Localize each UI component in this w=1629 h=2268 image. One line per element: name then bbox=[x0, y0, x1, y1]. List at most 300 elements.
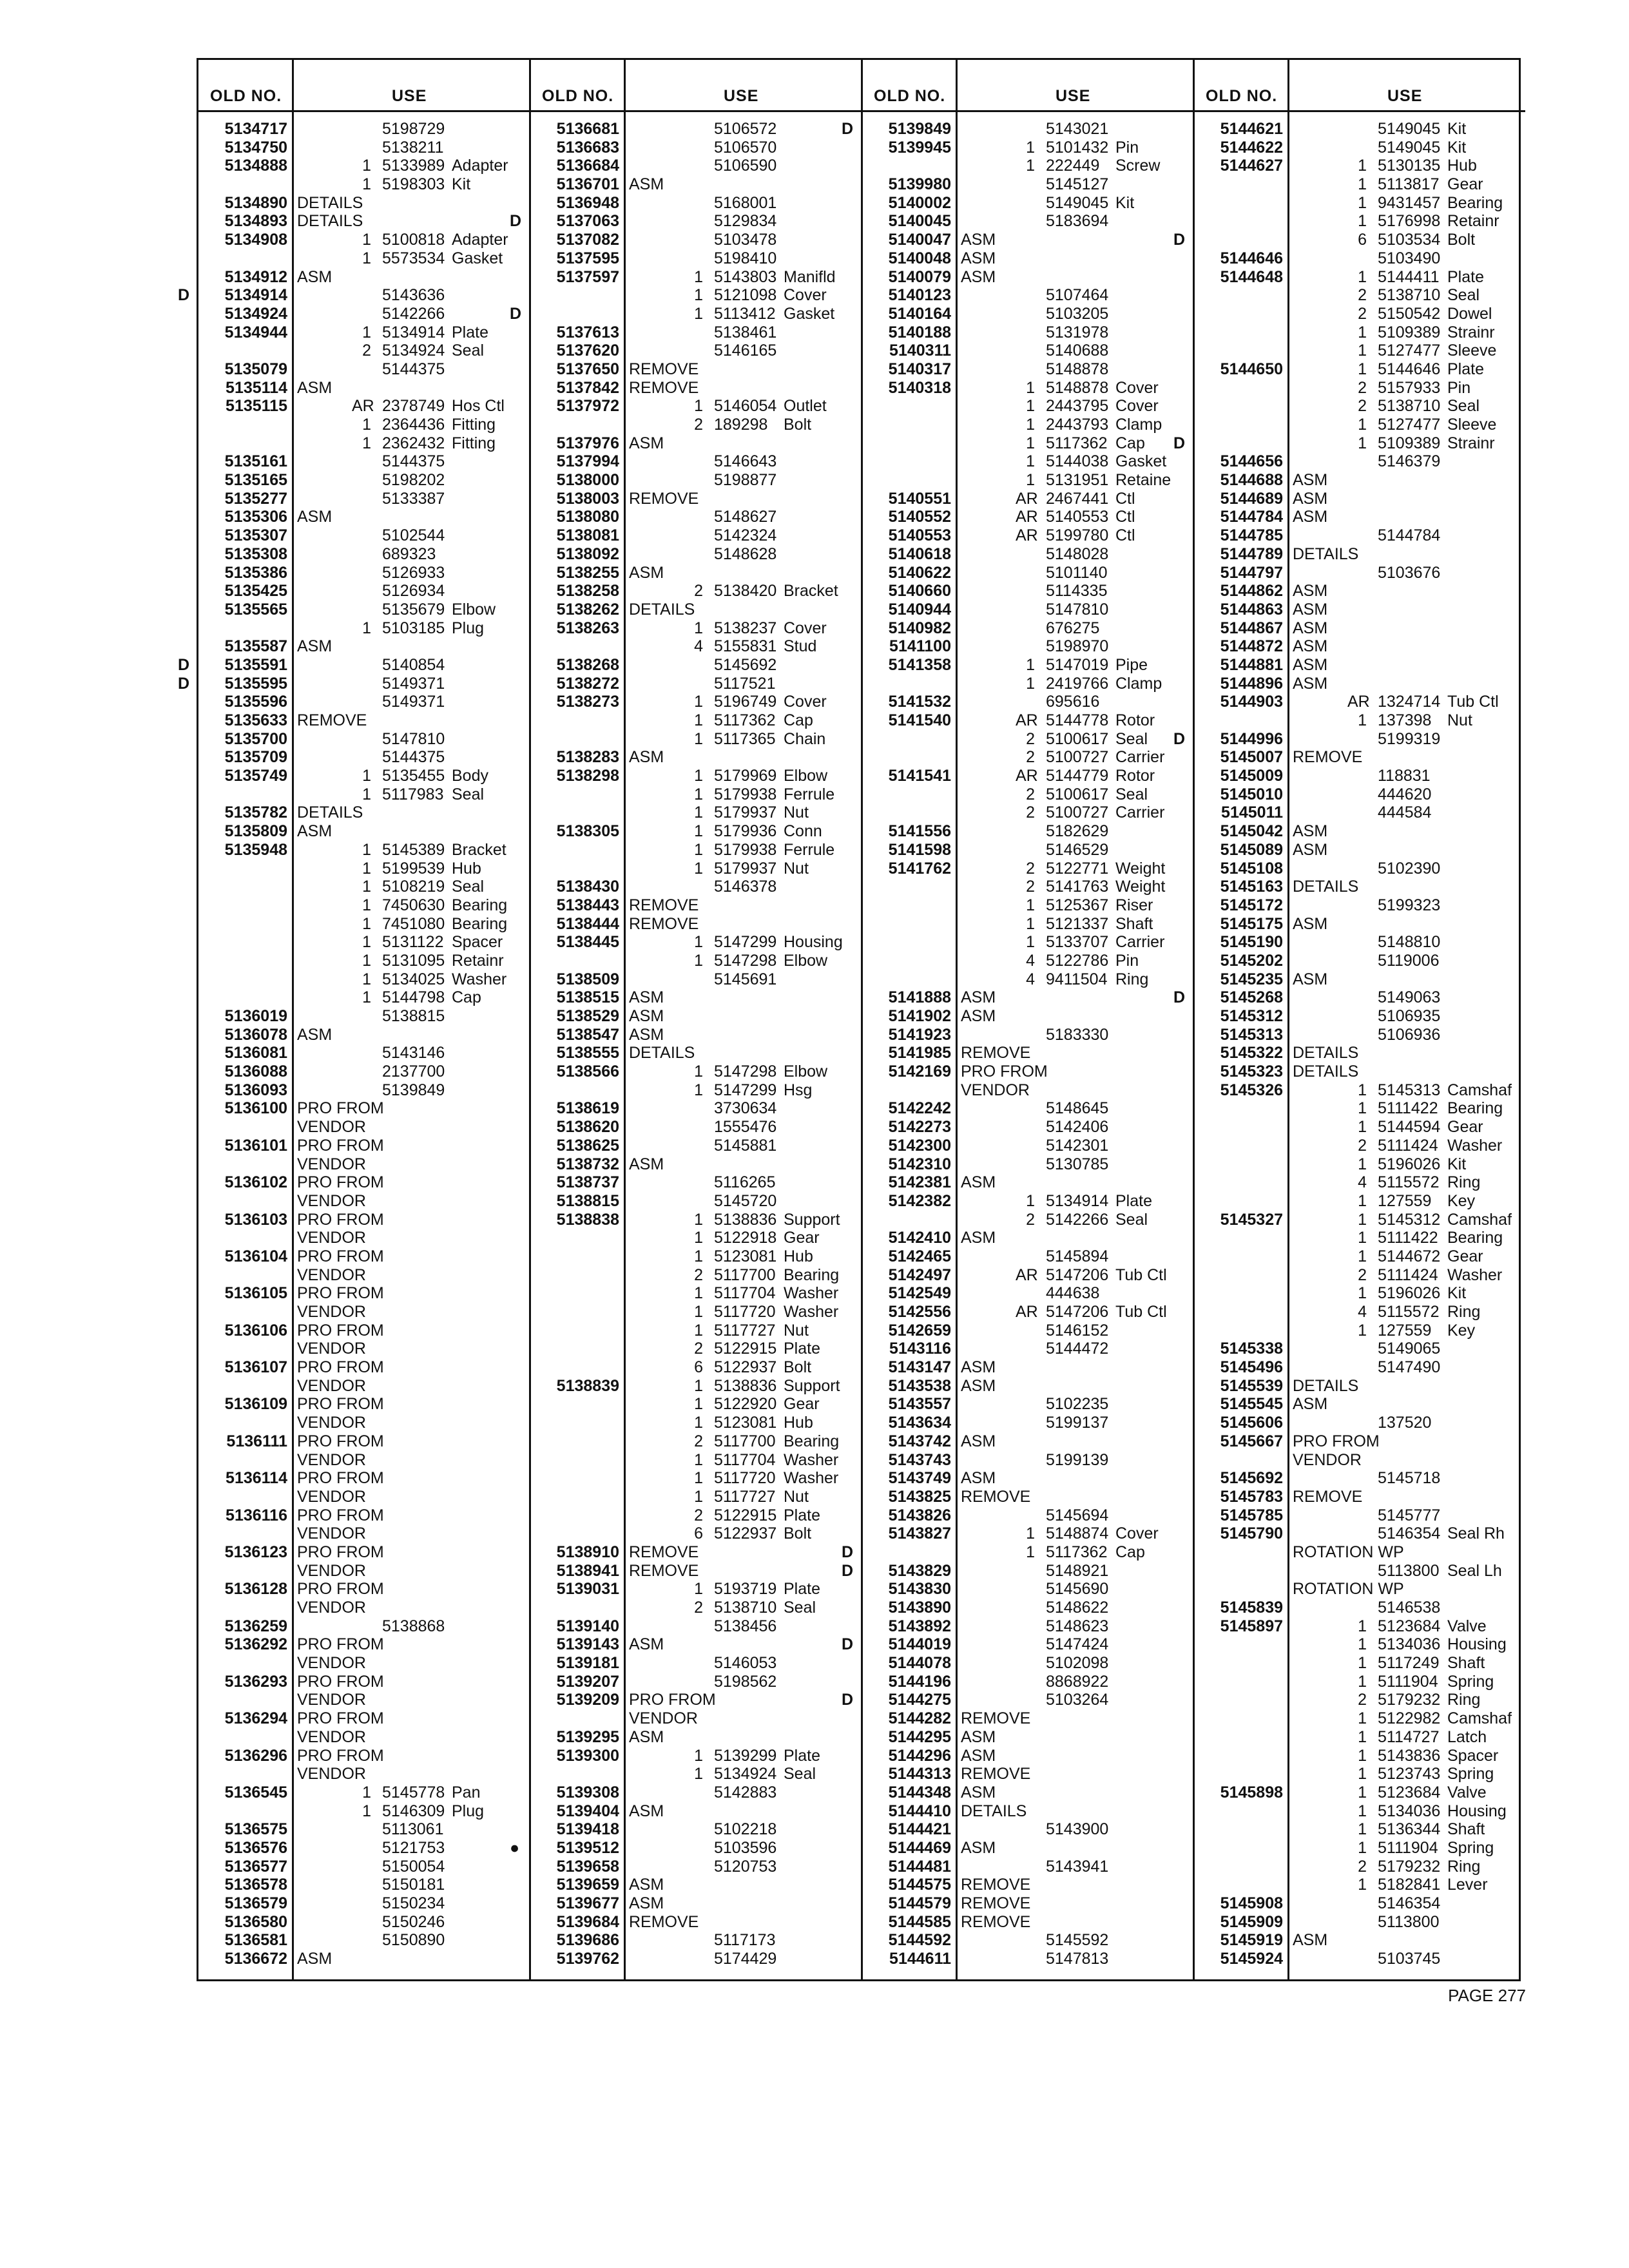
table-row bbox=[1194, 582, 1525, 601]
quantity: 1 bbox=[362, 951, 371, 970]
table-row bbox=[1194, 341, 1525, 360]
old-number: 5139684 bbox=[556, 1912, 619, 1931]
table-row bbox=[1194, 1007, 1525, 1026]
status-text: ASM bbox=[629, 1007, 664, 1025]
table-row bbox=[530, 1414, 862, 1432]
quantity: 2 bbox=[1358, 397, 1367, 416]
old-number: 5140164 bbox=[888, 304, 951, 323]
old-number: 5134914 bbox=[224, 286, 287, 305]
table-row bbox=[1194, 1340, 1525, 1358]
description: Pipe bbox=[1115, 655, 1148, 674]
old-number: 5134912 bbox=[224, 267, 287, 286]
page-number: PAGE 277 bbox=[1448, 1986, 1526, 2005]
quantity: AR bbox=[1016, 1303, 1038, 1321]
status-text: ASM bbox=[297, 508, 333, 526]
use-number: 5100727 bbox=[1046, 748, 1109, 767]
table-row bbox=[530, 1894, 862, 1913]
description: Ring bbox=[1447, 1303, 1481, 1321]
old-number: 5136105 bbox=[224, 1284, 287, 1303]
table-row bbox=[1194, 1747, 1525, 1765]
table-row bbox=[530, 1913, 862, 1932]
table-row bbox=[530, 915, 862, 934]
table-row bbox=[198, 637, 530, 656]
table-row bbox=[1194, 1765, 1525, 1783]
table-row bbox=[198, 896, 530, 915]
table-row bbox=[862, 564, 1193, 582]
old-number: 5137994 bbox=[556, 452, 619, 471]
quantity: 1 bbox=[694, 1247, 703, 1265]
table-row bbox=[1194, 1617, 1525, 1636]
description: Gear bbox=[784, 1395, 820, 1414]
status-text: VENDOR bbox=[297, 1118, 366, 1137]
old-number: 5145667 bbox=[1220, 1432, 1283, 1450]
quantity: 2 bbox=[1358, 304, 1367, 323]
table-row bbox=[198, 1894, 530, 1913]
old-number: 5138737 bbox=[556, 1173, 619, 1192]
quantity: AR bbox=[1016, 1265, 1038, 1284]
description: Spacer bbox=[452, 933, 503, 952]
table-row bbox=[862, 397, 1193, 416]
old-number: 5145785 bbox=[1220, 1506, 1283, 1524]
use-number: 5138710 bbox=[1378, 397, 1441, 416]
description: Cap bbox=[452, 988, 481, 1007]
old-number: 5144688 bbox=[1220, 471, 1283, 490]
old-number: 5135709 bbox=[224, 748, 287, 767]
table-row bbox=[530, 434, 862, 453]
quantity: 6 bbox=[694, 1524, 703, 1543]
status-text: ASM bbox=[297, 637, 333, 656]
use-number: 5111422 bbox=[1378, 1099, 1438, 1118]
old-number: 5135079 bbox=[224, 360, 287, 378]
table-row bbox=[530, 1599, 862, 1617]
use-number: 5100818 bbox=[382, 231, 445, 249]
use-number: 5101432 bbox=[1046, 138, 1109, 157]
status-text: DETAILS bbox=[1293, 1062, 1359, 1081]
use-number: 5101140 bbox=[1046, 563, 1108, 582]
old-number: 5136078 bbox=[224, 1025, 287, 1044]
table-row bbox=[198, 1617, 530, 1636]
table-row bbox=[1194, 1562, 1525, 1581]
old-number: 5141532 bbox=[888, 693, 951, 711]
table-row bbox=[530, 508, 862, 526]
table-row bbox=[530, 249, 862, 268]
description: Washer bbox=[784, 1450, 839, 1469]
rows bbox=[510, 120, 862, 1968]
table-row bbox=[530, 582, 862, 601]
table-row bbox=[862, 952, 1193, 970]
use-number: 5138710 bbox=[714, 1599, 777, 1617]
use-number: 5149065 bbox=[1378, 1340, 1441, 1358]
table-row bbox=[1194, 249, 1525, 268]
quantity: 4 bbox=[1358, 1303, 1367, 1321]
table-row bbox=[530, 526, 862, 545]
table-row bbox=[530, 1469, 862, 1488]
table-column-2 bbox=[510, 60, 862, 1979]
table-row bbox=[862, 1654, 1193, 1673]
old-number: 5139207 bbox=[556, 1672, 619, 1691]
old-number: 5143634 bbox=[888, 1414, 951, 1432]
use-number: 2378749 bbox=[382, 397, 445, 416]
use-number: 5135455 bbox=[382, 767, 445, 785]
table-row bbox=[530, 860, 862, 878]
table-row bbox=[198, 915, 530, 934]
use-number: 5117362 bbox=[1046, 434, 1108, 452]
old-number: 5140622 bbox=[888, 563, 951, 582]
use-number: 5147424 bbox=[1046, 1635, 1109, 1654]
description: Cover bbox=[784, 693, 827, 711]
old-number: 5139512 bbox=[556, 1838, 619, 1857]
quantity: 2 bbox=[1358, 1136, 1367, 1155]
old-number: 5143825 bbox=[888, 1487, 951, 1506]
old-number: 5138298 bbox=[556, 767, 619, 785]
status-text: ASM bbox=[961, 1229, 996, 1247]
old-number: 5145175 bbox=[1220, 914, 1283, 933]
table-row bbox=[862, 1876, 1193, 1894]
use-number: 5103478 bbox=[714, 231, 777, 249]
old-number: 5139945 bbox=[888, 138, 951, 157]
table-row bbox=[198, 822, 530, 841]
old-number: 5142465 bbox=[888, 1247, 951, 1265]
status-text: VENDOR bbox=[297, 1414, 366, 1432]
status-text: PRO FROM bbox=[297, 1395, 384, 1414]
old-number: 5139658 bbox=[556, 1857, 619, 1876]
old-number: 5145011 bbox=[1221, 803, 1283, 822]
status-text: PRO FROM bbox=[297, 1099, 384, 1118]
use-number: 5138461 bbox=[714, 323, 777, 341]
table-row bbox=[530, 286, 862, 305]
old-number: 5142497 bbox=[888, 1265, 951, 1284]
description: Seal bbox=[1115, 729, 1148, 748]
table-row bbox=[1194, 268, 1525, 287]
table-row bbox=[862, 1211, 1193, 1229]
status-text: ASM bbox=[1293, 471, 1328, 490]
status-text: VENDOR bbox=[297, 1340, 366, 1358]
quantity: 4 bbox=[1358, 1173, 1367, 1192]
table-row bbox=[1173, 988, 1525, 1007]
table-row bbox=[198, 175, 530, 194]
table-row bbox=[862, 656, 1193, 675]
quantity: 1 bbox=[1358, 1191, 1367, 1210]
use-number: 5103676 bbox=[1378, 563, 1441, 582]
description: Cover bbox=[1115, 1524, 1159, 1543]
quantity: AR bbox=[1016, 526, 1038, 545]
old-number: 5135115 bbox=[226, 397, 287, 416]
use-number: 5179969 bbox=[714, 767, 777, 785]
table-row bbox=[1194, 157, 1525, 175]
description: Seal bbox=[1447, 286, 1480, 305]
table-row bbox=[198, 767, 530, 785]
use-number: 5199139 bbox=[1046, 1450, 1109, 1469]
table-row bbox=[862, 1137, 1193, 1155]
use-number: 5150181 bbox=[382, 1876, 445, 1894]
quantity: 1 bbox=[694, 1469, 703, 1488]
table-row bbox=[1194, 1266, 1525, 1285]
use-header: USE bbox=[1055, 87, 1091, 105]
table-row bbox=[530, 1673, 862, 1691]
old-number: 5144656 bbox=[1220, 452, 1283, 471]
quantity: 1 bbox=[1358, 267, 1367, 286]
description: Camshaf bbox=[1447, 1709, 1512, 1728]
column-header bbox=[198, 87, 530, 104]
old-number: 5141762 bbox=[888, 859, 951, 878]
flag-mark: D bbox=[510, 304, 522, 323]
use-number: 5198202 bbox=[382, 471, 445, 490]
description: Seal bbox=[784, 1765, 816, 1783]
use-number: 444638 bbox=[1046, 1284, 1100, 1303]
table-row bbox=[530, 1266, 862, 1285]
use-number: 5113800 bbox=[1378, 1912, 1440, 1931]
description: Bearing bbox=[784, 1432, 840, 1450]
use-number: 5129834 bbox=[714, 212, 777, 231]
quantity: 1 bbox=[1358, 1838, 1367, 1857]
old-number: 5137620 bbox=[556, 341, 619, 360]
old-number: 5136701 bbox=[556, 175, 619, 194]
table-row bbox=[862, 1007, 1193, 1026]
quantity: 1 bbox=[362, 1802, 371, 1820]
flag-mark: D bbox=[1173, 988, 1186, 1007]
use-number: 5117720 bbox=[714, 1469, 776, 1488]
description: Weight bbox=[1115, 859, 1166, 878]
quantity: 1 bbox=[362, 175, 371, 194]
use-number: 5146378 bbox=[714, 878, 777, 896]
use-number: 5144375 bbox=[382, 360, 445, 378]
old-number: 5138515 bbox=[556, 988, 619, 1007]
table-row bbox=[1194, 1044, 1525, 1062]
description: Elbow bbox=[784, 951, 828, 970]
old-number: 5140002 bbox=[888, 193, 951, 212]
old-number: 5135425 bbox=[224, 582, 287, 601]
description: Bearing bbox=[452, 896, 508, 914]
table-row bbox=[862, 878, 1193, 896]
use-number: 5150246 bbox=[382, 1912, 445, 1931]
status-text: ASM bbox=[961, 1358, 996, 1377]
table-row bbox=[862, 175, 1193, 194]
table-row bbox=[198, 1118, 530, 1137]
table-row bbox=[842, 1691, 1193, 1709]
old-number: 5140660 bbox=[888, 582, 951, 601]
use-number: 5102544 bbox=[382, 526, 445, 545]
use-number: 5143941 bbox=[1046, 1857, 1109, 1876]
quantity: 1 bbox=[1358, 1118, 1367, 1137]
old-number: 5138732 bbox=[556, 1155, 619, 1173]
old-number: 5138000 bbox=[556, 471, 619, 490]
use-number: 5119006 bbox=[1378, 951, 1440, 970]
quantity: AR bbox=[1016, 489, 1038, 508]
status-text: ASM bbox=[961, 1783, 996, 1802]
use-number: 5133989 bbox=[382, 157, 445, 175]
status-text: ASM bbox=[297, 1950, 333, 1968]
use-number: 5113412 bbox=[714, 304, 776, 323]
table-row bbox=[530, 1340, 862, 1358]
table-row bbox=[198, 970, 530, 989]
old-number: 5144282 bbox=[888, 1709, 951, 1728]
table-row bbox=[198, 120, 530, 139]
table-row bbox=[1194, 1414, 1525, 1432]
description: Bracket bbox=[784, 582, 838, 601]
status-text: ASM bbox=[961, 1376, 996, 1395]
use-number: 222449 bbox=[1046, 157, 1100, 175]
use-number: 5113800 bbox=[1378, 1561, 1440, 1580]
status-text: ASM bbox=[1293, 822, 1328, 841]
quantity: 1 bbox=[362, 767, 371, 785]
old-number: 5142310 bbox=[888, 1155, 951, 1173]
description: Cover bbox=[784, 619, 827, 637]
quantity: 1 bbox=[694, 933, 703, 952]
flag-mark: D bbox=[842, 1635, 854, 1654]
description: Ferrule bbox=[784, 840, 835, 859]
status-text: PRO FROM bbox=[297, 1469, 384, 1488]
quantity: AR bbox=[352, 397, 374, 416]
description: Carrier bbox=[1115, 803, 1165, 822]
old-number: 5138081 bbox=[556, 526, 619, 545]
use-number: 5140688 bbox=[1046, 341, 1109, 360]
table-row bbox=[198, 1303, 530, 1321]
quantity: 1 bbox=[362, 323, 371, 341]
table-row bbox=[862, 323, 1193, 342]
use-number: 5146643 bbox=[714, 452, 777, 471]
quantity: 1 bbox=[1358, 212, 1367, 231]
flag-mark: D bbox=[842, 120, 854, 138]
use-number: 5111424 bbox=[1378, 1265, 1438, 1284]
table-row bbox=[862, 194, 1193, 213]
table-row bbox=[530, 1081, 862, 1100]
status-text: ASM bbox=[629, 1876, 664, 1894]
use-number: 5134036 bbox=[1378, 1635, 1441, 1654]
old-number: 5141540 bbox=[888, 711, 951, 729]
table-row bbox=[530, 1451, 862, 1470]
old-number: 5144585 bbox=[888, 1912, 951, 1931]
table-row bbox=[862, 933, 1193, 952]
table-row bbox=[862, 231, 1193, 249]
use-number: 5179936 bbox=[714, 822, 777, 841]
use-number: 5143803 bbox=[714, 267, 777, 286]
table-row bbox=[198, 545, 530, 564]
table-row bbox=[198, 1137, 530, 1155]
old-number: 5138509 bbox=[556, 970, 619, 988]
use-number: 5179937 bbox=[714, 859, 777, 878]
description: Hsg bbox=[784, 1081, 813, 1099]
description: Plug bbox=[452, 619, 485, 637]
description: Cover bbox=[1115, 397, 1159, 416]
use-number: 5131095 bbox=[382, 951, 445, 970]
old-number: 5144867 bbox=[1220, 619, 1283, 637]
quantity: 2 bbox=[1026, 729, 1035, 748]
table-row bbox=[198, 1284, 530, 1303]
table-row bbox=[862, 860, 1193, 878]
old-number: 5145235 bbox=[1220, 970, 1283, 988]
description: Nut bbox=[784, 1487, 809, 1506]
description: Carrier bbox=[1115, 933, 1165, 952]
table-row bbox=[198, 1062, 530, 1081]
table-row bbox=[530, 619, 862, 638]
description: Seal Rh bbox=[1447, 1524, 1505, 1543]
table-row bbox=[530, 1303, 862, 1321]
table-row bbox=[1194, 1026, 1525, 1044]
use-number: 5106590 bbox=[714, 157, 777, 175]
description: Ctl bbox=[1115, 526, 1135, 545]
table-row bbox=[862, 1081, 1193, 1100]
use-number: 5140854 bbox=[382, 655, 445, 674]
old-number: 5145496 bbox=[1220, 1358, 1283, 1377]
description: Hos Ctl bbox=[452, 397, 505, 416]
quantity: 1 bbox=[1026, 471, 1035, 490]
old-number: 5141358 bbox=[888, 655, 951, 674]
status-text: PRO FROM bbox=[1293, 1432, 1380, 1450]
status-text: REMOVE bbox=[961, 1487, 1031, 1506]
table-row bbox=[1194, 933, 1525, 952]
table-row bbox=[1194, 564, 1525, 582]
use-number: 5168001 bbox=[714, 193, 777, 212]
table-row bbox=[1194, 803, 1525, 822]
status-text: ASM bbox=[961, 1173, 996, 1192]
description: Seal bbox=[784, 1599, 816, 1617]
quantity: 1 bbox=[1026, 674, 1035, 693]
use-number: 5117700 bbox=[714, 1432, 776, 1450]
status-text: VENDOR bbox=[297, 1303, 366, 1321]
table-row bbox=[1194, 1432, 1525, 1451]
use-number: 5147298 bbox=[714, 1062, 777, 1081]
use-number: 5103745 bbox=[1378, 1950, 1441, 1968]
description: Spring bbox=[1447, 1765, 1494, 1783]
table-row bbox=[862, 508, 1193, 526]
header-rule bbox=[198, 110, 530, 112]
description: Cap bbox=[1115, 1542, 1145, 1561]
table-row bbox=[1194, 139, 1525, 157]
quantity: 1 bbox=[1026, 434, 1035, 452]
old-number: 5135161 bbox=[224, 452, 287, 471]
use-number: 5149371 bbox=[382, 674, 445, 693]
table-row bbox=[198, 1488, 530, 1506]
table-row bbox=[530, 397, 862, 416]
table-row bbox=[530, 1709, 862, 1728]
old-number: 5143743 bbox=[888, 1450, 951, 1469]
status-text: VENDOR bbox=[297, 1561, 366, 1580]
description: Pin bbox=[1115, 951, 1139, 970]
use-number: 5102235 bbox=[1046, 1395, 1109, 1414]
description: Plate bbox=[1447, 360, 1484, 378]
old-number: 5136579 bbox=[224, 1894, 287, 1912]
table-row bbox=[1194, 619, 1525, 638]
table-row bbox=[1194, 1506, 1525, 1525]
old-number: 5136578 bbox=[224, 1876, 287, 1894]
old-number: 5138619 bbox=[556, 1099, 619, 1118]
table-row bbox=[862, 1044, 1193, 1062]
old-number: 5134890 bbox=[224, 193, 287, 212]
description: Washer bbox=[784, 1303, 839, 1321]
description: Cover bbox=[784, 286, 827, 305]
old-number: 5138838 bbox=[556, 1210, 619, 1229]
old-number: 5139143 bbox=[556, 1635, 619, 1654]
table-row bbox=[530, 1802, 862, 1821]
description: Bearing bbox=[452, 914, 508, 933]
use-number: 5198729 bbox=[382, 120, 445, 138]
table-row bbox=[862, 988, 1193, 1007]
table-row bbox=[1194, 397, 1525, 416]
table-row bbox=[862, 1839, 1193, 1858]
table-row bbox=[198, 1858, 530, 1876]
description: Gasket bbox=[784, 304, 835, 323]
use-number: 5142883 bbox=[714, 1783, 777, 1802]
quantity: 1 bbox=[1358, 360, 1367, 378]
table-row bbox=[1194, 1635, 1525, 1654]
table-row bbox=[1194, 1395, 1525, 1414]
table-row bbox=[1194, 656, 1525, 675]
table-row bbox=[1194, 878, 1525, 896]
use-number: 5100617 bbox=[1046, 729, 1109, 748]
table-row bbox=[862, 1377, 1193, 1396]
table-row bbox=[530, 1617, 862, 1636]
description: Seal bbox=[452, 878, 485, 896]
